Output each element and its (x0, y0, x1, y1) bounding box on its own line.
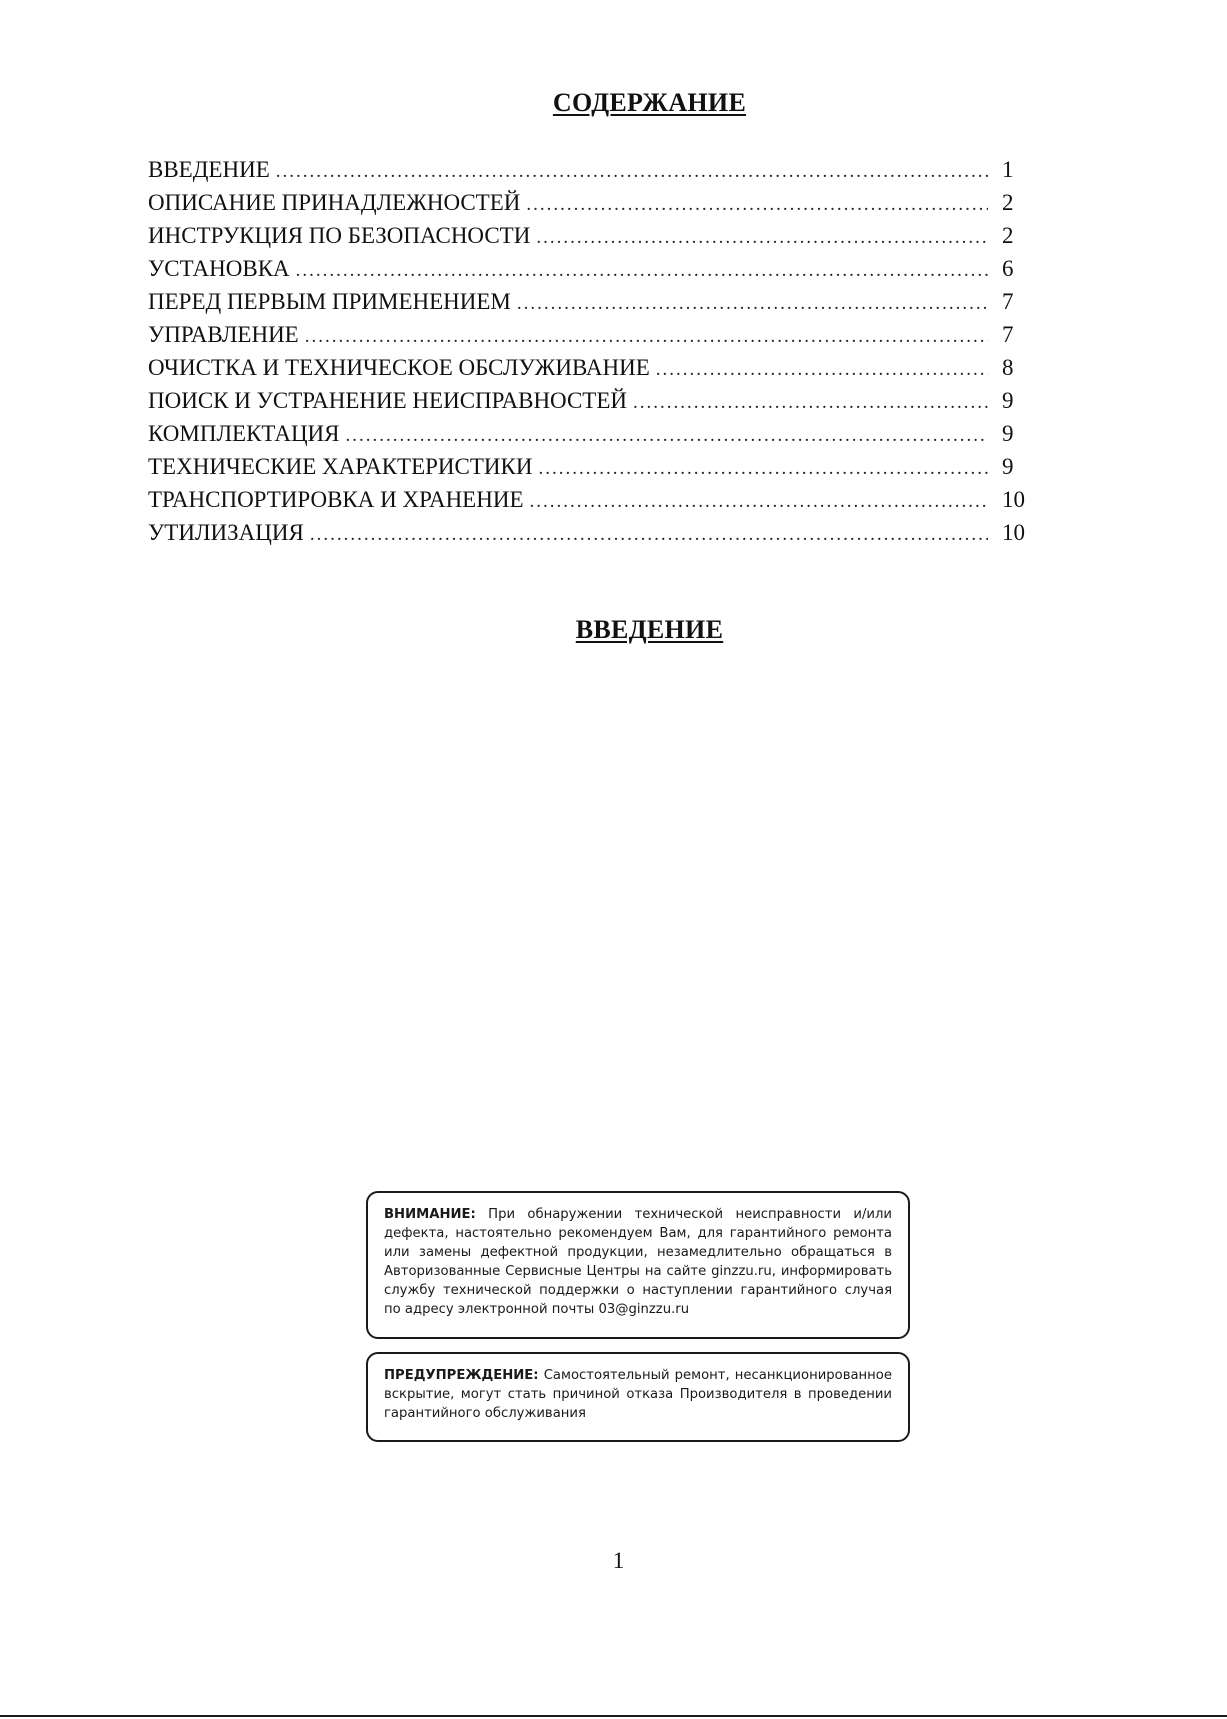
warning-text: Самостоятельный ремонт, несанкционированное вскрытие, могут стать причиной отказа Производителя в проведении гарантийного обслуживания (384, 1368, 892, 1421)
toc-leader-dots (530, 491, 989, 513)
toc-entry[interactable] (148, 256, 1048, 289)
toc-leader-dots (526, 194, 988, 216)
toc-leader-dots (633, 392, 988, 414)
toc-entry-page: 2 (1002, 190, 1014, 215)
toc-entry-page: 1 (1002, 157, 1014, 182)
toc-leader-dots (296, 260, 988, 282)
toc-entry[interactable] (148, 454, 1048, 487)
attention-label: ВНИМАНИЕ: (384, 1207, 476, 1222)
toc-leader-dots (276, 161, 988, 183)
toc-leader-dots (517, 293, 988, 315)
toc-entry-title: ВВЕДЕНИЕ (148, 157, 270, 182)
bottom-divider (0, 1715, 1227, 1717)
toc-heading-text: СОДЕРЖАНИЕ (552, 88, 747, 117)
toc-entry-page: 9 (1002, 421, 1014, 446)
toc-entry-page: 7 (1002, 322, 1014, 347)
toc-entry[interactable] (148, 322, 1048, 355)
toc-heading (36, 88, 1227, 118)
attention-notice-box (366, 1191, 910, 1339)
toc-entry-title: ОЧИСТКА И ТЕХНИЧЕСКОЕ ОБСЛУЖИВАНИЕ (148, 355, 650, 380)
toc-leader-dots (539, 458, 989, 480)
intro-heading-text: ВВЕДЕНИЕ (575, 615, 724, 644)
toc-entry-title: ПОИСК И УСТРАНЕНИЕ НЕИСПРАВНОСТЕЙ (148, 388, 628, 413)
toc-entry[interactable] (148, 355, 1048, 388)
page-number: 1 (612, 1548, 625, 1573)
toc-entry-page: 10 (1002, 520, 1025, 545)
toc-entry-title: ОПИСАНИЕ ПРИНАДЛЕЖНОСТЕЙ (148, 190, 521, 215)
toc-entry-title: УПРАВЛЕНИЕ (148, 322, 299, 347)
toc-entry-title: ТРАНСПОРТИРОВКА И ХРАНЕНИЕ (148, 487, 524, 512)
table-of-contents (148, 157, 1048, 553)
toc-entry-title: ИНСТРУКЦИЯ ПО БЕЗОПАСНОСТИ (148, 223, 531, 248)
toc-entry-page: 9 (1002, 454, 1014, 479)
warning-label: ПРЕДУПРЕЖДЕНИЕ: (384, 1368, 539, 1383)
toc-entry[interactable] (148, 190, 1048, 223)
toc-entry[interactable] (148, 157, 1048, 190)
toc-entry[interactable] (148, 388, 1048, 421)
toc-entry-title: КОМПЛЕКТАЦИЯ (148, 421, 340, 446)
toc-leader-dots (656, 359, 988, 381)
toc-entry-page: 10 (1002, 487, 1025, 512)
toc-leader-dots (536, 227, 988, 249)
toc-entry[interactable] (148, 289, 1048, 322)
warning-notice-box (366, 1352, 910, 1442)
toc-entry-page: 9 (1002, 388, 1014, 413)
toc-entry[interactable] (148, 421, 1048, 454)
toc-leader-dots (346, 425, 988, 447)
toc-entry[interactable] (148, 520, 1048, 553)
toc-entry-page: 8 (1002, 355, 1014, 380)
toc-entry-page: 6 (1002, 256, 1014, 281)
toc-entry[interactable] (148, 223, 1048, 256)
intro-heading (36, 615, 1227, 645)
toc-entry[interactable] (148, 487, 1048, 520)
toc-entry-title: УСТАНОВКА (148, 256, 290, 281)
toc-entry-page: 7 (1002, 289, 1014, 314)
toc-leader-dots (310, 524, 988, 546)
toc-leader-dots (305, 326, 988, 348)
toc-entry-page: 2 (1002, 223, 1014, 248)
attention-text: При обнаружении технической неисправности и/или дефекта, настоятельно рекомендуем Вам, для гарантийного ремонта или замены дефектной продукции, незамедлительно обращаться в Авторизованные Сервисные Центры на сайте ginzzu.ru, информировать службу технической поддержки о наступлении гарантийного случая по адресу электронной почты 03@ginzzu.ru (384, 1207, 892, 1317)
toc-entry-title: ПЕРЕД ПЕРВЫМ ПРИМЕНЕНИЕМ (148, 289, 511, 314)
toc-entry-title: ТЕХНИЧЕСКИЕ ХАРАКТЕРИСТИКИ (148, 454, 533, 479)
toc-entry-title: УТИЛИЗАЦИЯ (148, 520, 304, 545)
